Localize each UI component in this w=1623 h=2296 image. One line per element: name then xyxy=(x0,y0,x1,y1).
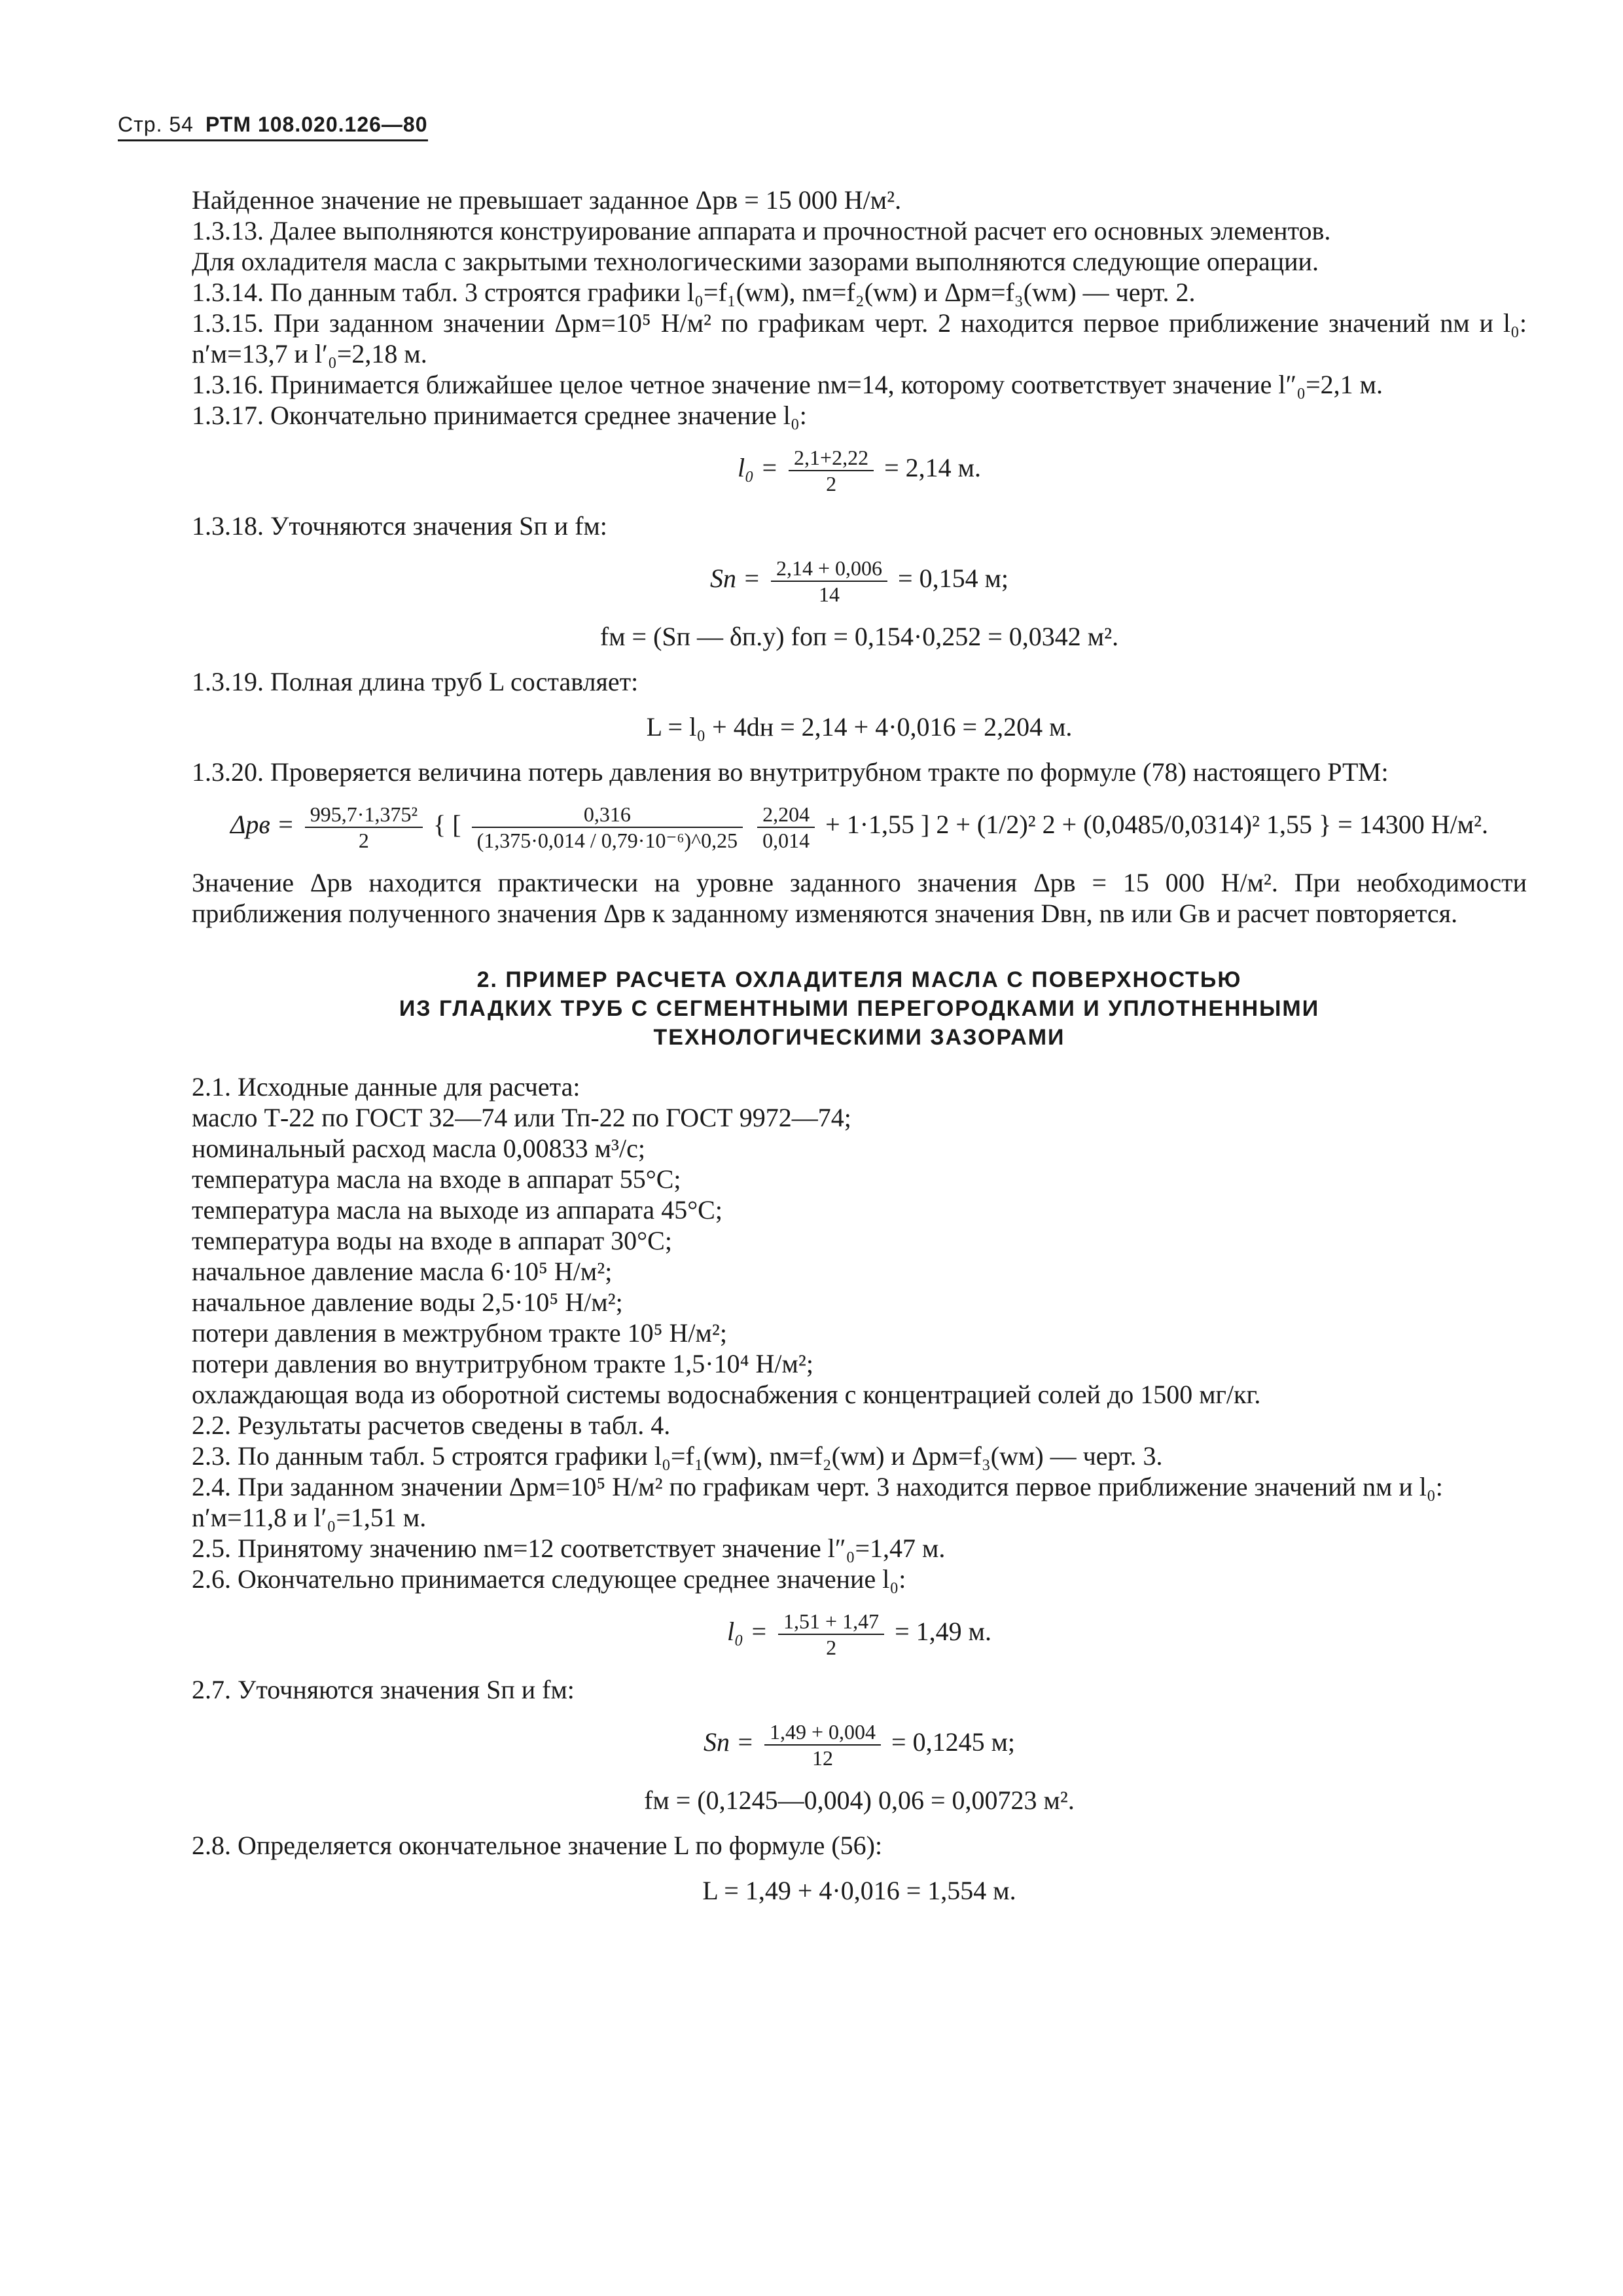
list-item: охлаждающая вода из оборотной системы водоснабжения с концентрацией солей до 1500 мг/кг. xyxy=(192,1380,1261,1409)
denominator: 2 xyxy=(826,1636,837,1659)
numerator: 2,204 xyxy=(757,802,815,828)
fraction xyxy=(305,802,423,853)
paragraph: 2.8. Определяется окончательное значение L по формуле (56): xyxy=(192,1831,883,1860)
numerator: 0,316 xyxy=(472,802,743,828)
fraction xyxy=(764,1719,881,1770)
input-data-list xyxy=(192,1071,1527,1594)
equation-rhs: = 1,49 м. xyxy=(895,1617,991,1647)
denominator: 0,014 xyxy=(762,829,810,852)
equation-rhs: = 0,1245 м; xyxy=(891,1727,1016,1757)
equation: L = l₀ + 4dн = 2,14 + 4·0,016 = 2,204 м. xyxy=(646,712,1073,742)
equation-rhs: = 2,14 м. xyxy=(884,453,981,483)
denominator: 14 xyxy=(819,583,840,606)
list-item: номинальный расход масла 0,00833 м³/с; xyxy=(192,1134,645,1163)
fraction xyxy=(771,556,887,607)
page-body xyxy=(192,185,1527,1920)
equation: fм = (0,1245—0,004) 0,06 = 0,00723 м². xyxy=(644,1785,1075,1815)
paragraph: 1.3.18. Уточняются значения Sп и fм: xyxy=(192,511,607,541)
list-item: потери давления в межтрубном тракте 10⁵ Н/м²; xyxy=(192,1318,727,1348)
paragraph: 2.7. Уточняются значения Sп и fм: xyxy=(192,1675,575,1704)
list-item: начальное давление масла 6·10⁵ Н/м²; xyxy=(192,1257,613,1286)
list-item: 2.4. При заданном значении Δpм=10⁵ Н/м² по графикам черт. 3 находится первое приближение значений nм и l₀: n′м=11,8 и l′₀=1,51 м. xyxy=(192,1472,1443,1532)
document-code: РТМ 108.020.126—80 xyxy=(205,113,428,136)
equation-rhs: = 0,154 м; xyxy=(898,564,1009,594)
brace: { [ xyxy=(433,810,461,840)
list-item: начальное давление воды 2,5·10⁵ Н/м²; xyxy=(192,1287,623,1317)
fraction xyxy=(778,1609,884,1660)
numerator: 1,51 + 1,47 xyxy=(778,1609,884,1635)
section-title-line: ТЕХНОЛОГИЧЕСКИМИ ЗАЗОРАМИ xyxy=(653,1025,1065,1050)
equation-rhs: + 1·1,55 ] 2 + (1/2)² 2 + (0,0485/0,0314)² 1,55 } = 14300 Н/м². xyxy=(825,810,1489,840)
page-number: Стр. 54 xyxy=(118,113,194,136)
fraction xyxy=(472,802,743,853)
equation-lhs: Sп = xyxy=(703,1727,754,1757)
list-item: 2.5. Принятому значению nм=12 соответствует значение l″₀=1,47 м. xyxy=(192,1534,946,1563)
list-item: температура масла на выходе из аппарата 45°С; xyxy=(192,1195,722,1225)
equation-pressure-loss xyxy=(192,802,1527,853)
paragraph: Найденное значение не превышает заданное Δpв = 15 000 Н/м². xyxy=(192,185,902,215)
list-item: потери давления во внутритрубном тракте 1,5·10⁴ Н/м²; xyxy=(192,1349,813,1378)
list-item: 2.2. Результаты расчетов сведены в табл. 4. xyxy=(192,1410,671,1440)
equation-lhs: l₀ = xyxy=(727,1617,768,1647)
denominator: 12 xyxy=(812,1746,833,1770)
numerator: 2,1+2,22 xyxy=(789,445,874,471)
equation-lhs: l₀ = xyxy=(738,453,779,483)
equation xyxy=(192,556,1527,607)
numerator: 995,7·1,375² xyxy=(305,802,423,828)
section-title-line: ИЗ ГЛАДКИХ ТРУБ С СЕГМЕНТНЫМИ ПЕРЕГОРОДКАМИ И УПЛОТНЕННЫМИ xyxy=(399,996,1320,1021)
page-header xyxy=(118,113,428,141)
paragraph: 1.3.20. Проверяется величина потерь давления во внутритрубном тракте по формуле (78) настоящего РТМ: xyxy=(192,757,1389,787)
equation xyxy=(192,1719,1527,1770)
list-item: температура масла на входе в аппарат 55°С; xyxy=(192,1164,681,1194)
equation: fм = (Sп — δп.у) fоп = 0,154·0,252 = 0,0342 м². xyxy=(599,622,1119,651)
equation xyxy=(192,1609,1527,1660)
paragraph: Значение Δpв находится практически на уровне заданного значения Δpв = 15 000 Н/м². При необходимости приближения полученного значения Δpв к заданному изменяются значения Dвн, nв или Gв и расчет повторяется. xyxy=(192,868,1527,928)
paragraph: 1.3.17. Окончательно принимается среднее значение l₀: xyxy=(192,401,807,430)
list-item: температура воды на входе в аппарат 30°С; xyxy=(192,1226,672,1255)
list-item: 2.3. По данным табл. 5 строятся графики l₀=f₁(wм), nм=f₂(wм) и Δpм=f₃(wм) — черт. 3. xyxy=(192,1441,1163,1471)
section-title xyxy=(192,965,1527,1052)
paragraph: 1.3.15. При заданном значении Δpм=10⁵ Н/м² по графикам черт. 2 находится первое приближение значений nм и l₀: n′м=13,7 и l′₀=2,18 м. xyxy=(192,308,1527,368)
equation: L = 1,49 + 4·0,016 = 1,554 м. xyxy=(702,1876,1016,1905)
fraction xyxy=(757,802,815,853)
list-item: масло Т-22 по ГОСТ 32—74 или Тп-22 по ГОСТ 9972—74; xyxy=(192,1103,851,1132)
numerator: 2,14 + 0,006 xyxy=(771,556,887,582)
denominator: 2 xyxy=(358,829,369,852)
fraction xyxy=(789,445,874,496)
denominator: (1,375·0,014 / 0,79·10⁻⁶)^0,25 xyxy=(476,829,738,852)
paragraph: 1.3.13. Далее выполняются конструирование аппарата и прочностной расчет его основных элементов. xyxy=(192,216,1331,245)
paragraph: Для охладителя масла с закрытыми технологическими зазорами выполняются следующие операции. xyxy=(192,247,1319,276)
numerator: 1,49 + 0,004 xyxy=(764,1719,881,1746)
list-item: 2.6. Окончательно принимается следующее среднее значение l₀: xyxy=(192,1564,906,1594)
denominator: 2 xyxy=(826,472,837,495)
equation xyxy=(192,445,1527,496)
equation-lhs: Sп = xyxy=(709,564,760,594)
equation-lhs: Δpв = xyxy=(230,810,294,840)
section-title-line: 2. ПРИМЕР РАСЧЕТА ОХЛАДИТЕЛЯ МАСЛА С ПОВЕРХНОСТЬЮ xyxy=(476,967,1242,992)
paragraph: 1.3.19. Полная длина труб L составляет: xyxy=(192,667,639,696)
list-item: 2.1. Исходные данные для расчета: xyxy=(192,1072,580,1102)
paragraph: 1.3.16. Принимается ближайшее целое четное значение nм=14, которому соответствует значение l″₀=2,1 м. xyxy=(192,370,1383,399)
paragraph: 1.3.14. По данным табл. 3 строятся графики l₀=f₁(wм), nм=f₂(wм) и Δpм=f₃(wм) — черт. 2. xyxy=(192,278,1196,307)
